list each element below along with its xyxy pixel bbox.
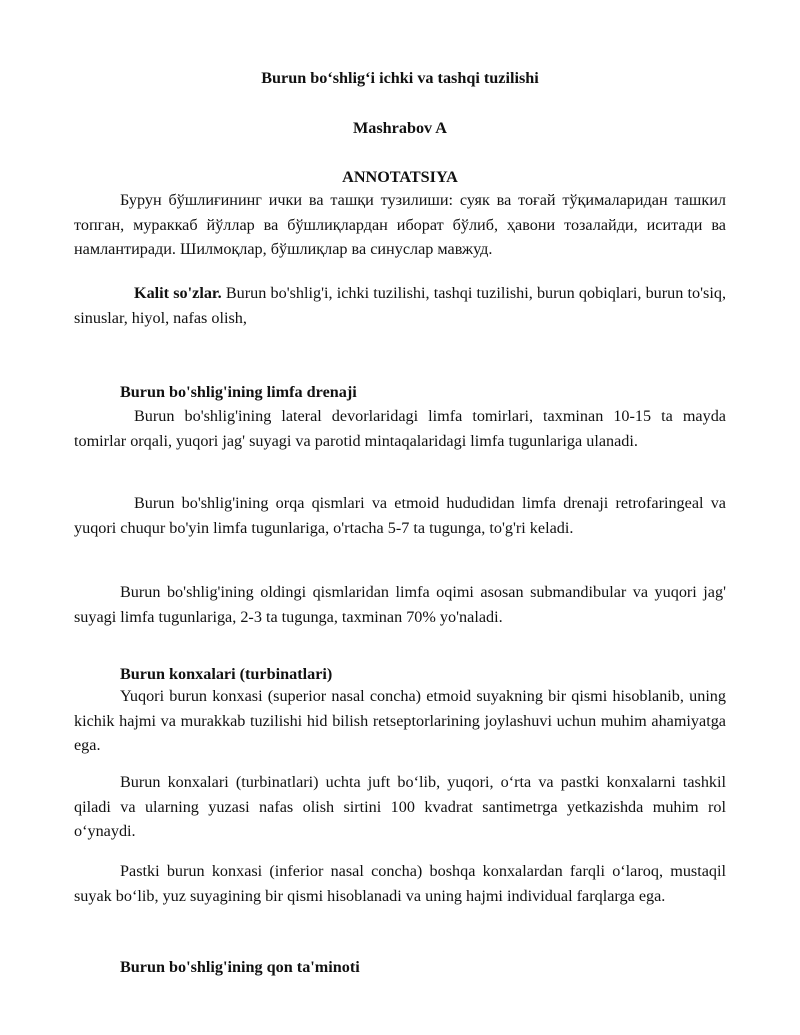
- keywords-paragraph: [74, 281, 726, 330]
- abstract-text: Бурун бўшлиғининг ички ва ташқи тузилиши: суяк ва тоғай тўқималаридан ташкил топган, мураккаб йўллар ва бўшлиқлардан иборат бўлиб, ҳавони тозалайди, иситади ва намлантиради. Шилмоқлар, бўшлиқлар ва синуслар мавжуд.: [74, 191, 726, 259]
- keywords-text: Burun bo'shlig'i, ichki tuzilishi, tashqi tuzilishi, burun qobiqlari, burun to'siq, sinuslar, hiyol, nafas olish,: [74, 284, 726, 327]
- keywords-label: Kalit so'zlar.: [134, 284, 222, 302]
- paragraph-lymph-1: Burun bo'shlig'ining lateral devorlaridagi limfa tomirlari, taxminan 10-15 ta mayda tomirlar orqali, yuqori jag' suyagi va parotid mintaqalaridagi limfa tugunlariga ulanadi.: [74, 407, 726, 450]
- paragraph-turbinates-3: Pastki burun konxasi (inferior nasal concha) boshqa konxalardan farqli o‘laroq, mustaqil suyak bo‘lib, yuz suyagining bir qismi hisoblanadi va uning hajmi individual farqlarga ega.: [74, 862, 726, 905]
- document-title: Burun bo‘shlig‘i ichki va tashqi tuzilishi: [261, 69, 539, 87]
- paragraph-turbinates-2: Burun konxalari (turbinatlari) uchta juft bo‘lib, yuqori, o‘rta va pastki konxalarni tashkil qiladi va ularning yuzasi nafas olish sirtini 100 kvadrat santimetrga yetkazishda muhim rol o‘ynaydi.: [74, 773, 726, 841]
- author-name: Mashrabov A: [353, 119, 447, 137]
- section-heading-lymph: Burun bo'shlig'ining limfa drenaji: [120, 383, 357, 401]
- paragraph-lymph-3: Burun bo'shlig'ining oldingi qismlaridan limfa oqimi asosan submandibular va yuqori jag' suyagi limfa tugunlariga, 2-3 ta tugunga, taxminan 70% yo'naladi.: [74, 583, 726, 626]
- section-heading-blood-supply: Burun bo'shlig'ining qon ta'minoti: [120, 958, 360, 976]
- paragraph-lymph-2: Burun bo'shlig'ining orqa qismlari va etmoid hududidan limfa drenaji retrofaringeal va yuqori chuqur bo'yin limfa tugunlariga, o'rtacha 5-7 ta tugunga, to'g'ri keladi.: [74, 494, 726, 537]
- section-heading-turbinates: Burun konxalari (turbinatlari): [120, 665, 333, 683]
- paragraph-turbinates-1: Yuqori burun konxasi (superior nasal concha) etmoid suyakning bir qismi hisoblanib, uning kichik hajmi va murakkab tuzilishi hid bilish retseptorlarining joylashuvi uchun muhim ahamiyatga ega.: [74, 687, 726, 755]
- abstract-heading: ANNOTATSIYA: [342, 168, 458, 186]
